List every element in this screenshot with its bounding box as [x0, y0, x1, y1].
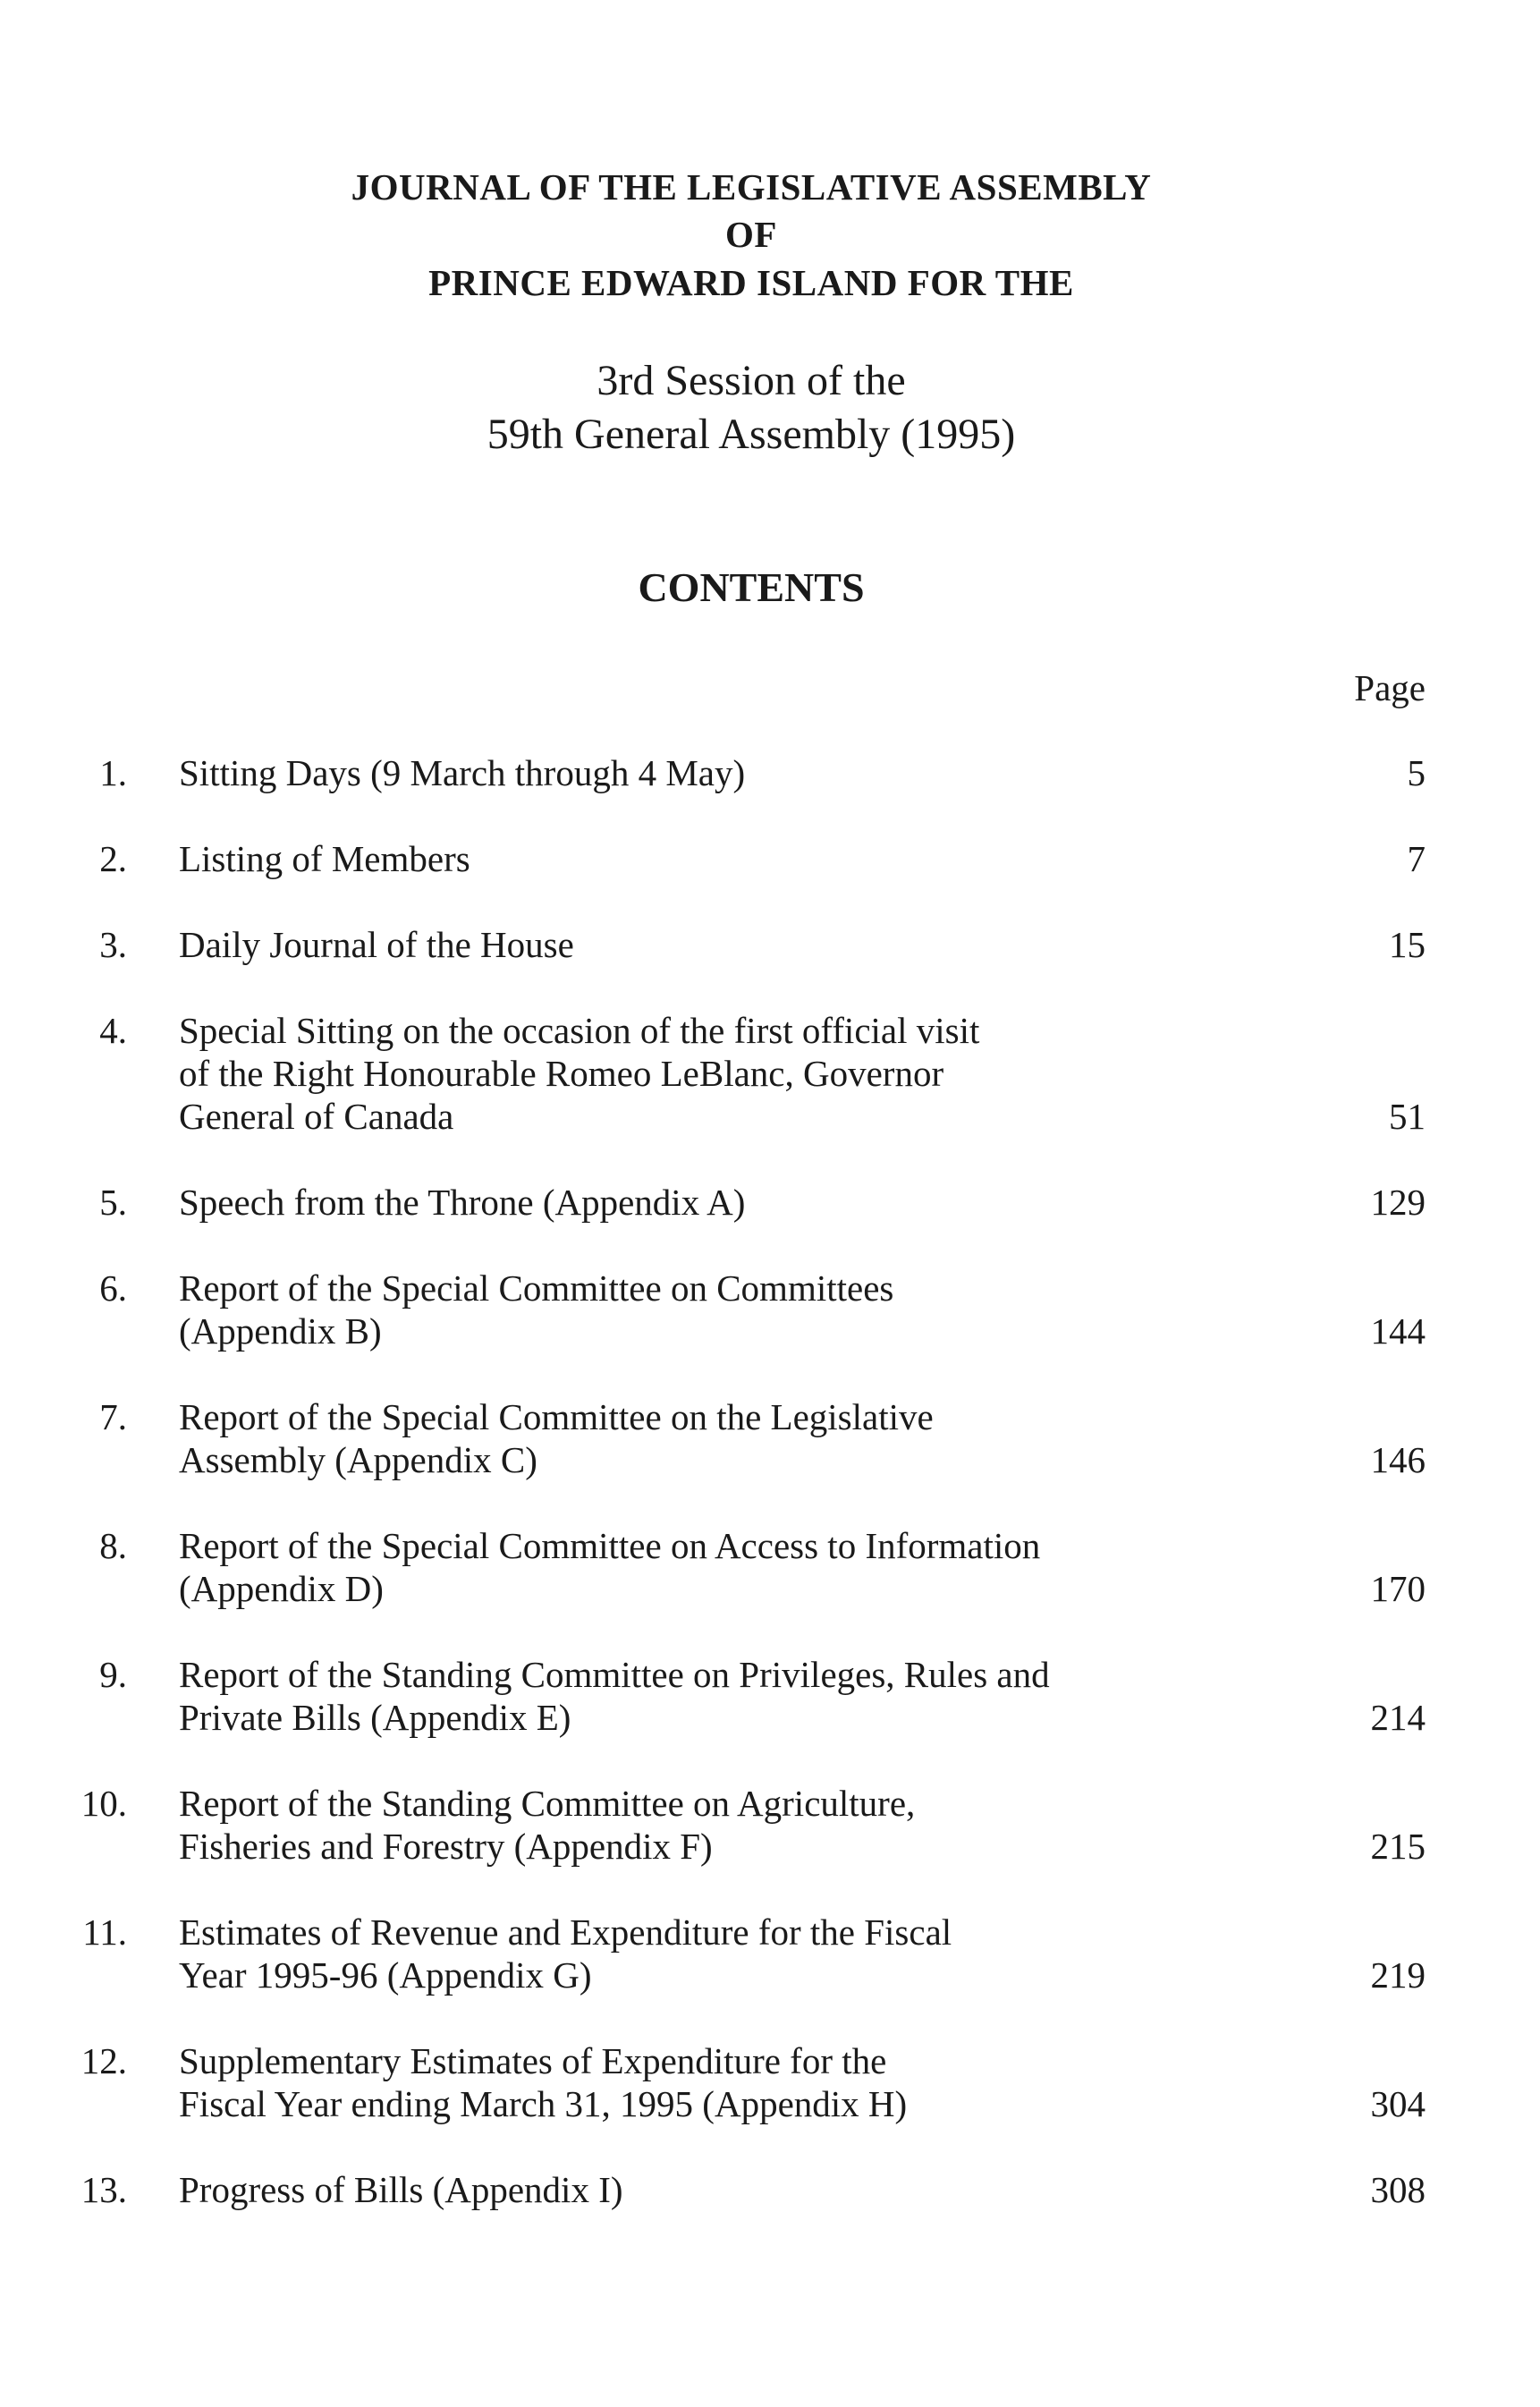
toc-entry-title-line: (Appendix D) — [179, 1568, 384, 1609]
toc-entry-title-line: Year 1995-96 (Appendix G) — [179, 1954, 592, 1996]
toc-entry-title — [179, 2168, 1207, 2211]
toc-entry-page: 146 — [1370, 1439, 1426, 1480]
toc-entry-title-line: Private Bills (Appendix E) — [179, 1697, 571, 1738]
toc-entry-page: 129 — [1370, 1182, 1426, 1223]
toc-entry-title-line: General of Canada — [179, 1096, 454, 1137]
toc-entry-page: 7 — [1407, 838, 1426, 879]
contents-heading: CONTENTS — [638, 564, 865, 610]
toc-entry-number: 9. — [99, 1654, 127, 1695]
toc-entry-page: 304 — [1370, 2083, 1426, 2124]
toc-entry-title-line: Supplementary Estimates of Expenditure for the — [179, 2040, 887, 2081]
session-line-2: 59th General Assembly (1995) — [487, 411, 1016, 458]
toc-entry-title-line: Speech from the Throne (Appendix A) — [179, 1182, 746, 1223]
toc-entry-title-line: Estimates of Revenue and Expenditure for the Fiscal — [179, 1911, 952, 1953]
toc-entry-title-line: (Appendix B) — [179, 1310, 382, 1352]
toc-entry-title — [179, 923, 1207, 966]
toc-entry-title-line: Report of the Standing Committee on Agriculture, — [179, 1783, 916, 1824]
toc-entry-title-line: Assembly (Appendix C) — [179, 1439, 537, 1480]
toc-entry-page: 51 — [1389, 1096, 1426, 1137]
toc-entry-number: 8. — [99, 1525, 127, 1566]
toc-entry-page: 144 — [1370, 1310, 1426, 1352]
page-column-label: Page — [1354, 667, 1426, 708]
toc-entry-number: 5. — [99, 1182, 127, 1223]
toc-entry-title — [179, 751, 1207, 794]
toc-entry-number: 3. — [99, 924, 127, 965]
toc-entry-number: 10. — [80, 1783, 127, 1824]
toc-entry-title-line: Report of the Special Committee on Access to Information — [179, 1525, 1041, 1566]
toc-entry-number: 12. — [80, 2040, 127, 2081]
toc-entry-title-line: of the Right Honourable Romeo LeBlanc, Governor — [179, 1053, 944, 1094]
session-line-1: 3rd Session of the — [597, 357, 906, 404]
toc-entry-title-line: Report of the Special Committee on the Legislative — [179, 1396, 934, 1437]
toc-entry-title — [179, 1524, 1207, 1610]
journal-title-line-3: PRINCE EDWARD ISLAND FOR THE — [428, 262, 1074, 303]
toc-entry-title — [179, 2039, 1207, 2125]
toc-entry-title — [179, 1181, 1207, 1224]
toc-entry-number: 2. — [99, 838, 127, 879]
toc-entry-title-line: Sitting Days (9 March through 4 May) — [179, 752, 746, 793]
toc-entry-title — [179, 1009, 1207, 1138]
toc-entry-title-line: Fisheries and Forestry (Appendix F) — [179, 1826, 713, 1867]
toc-entry-title-line: Report of the Special Committee on Committees — [179, 1267, 894, 1309]
toc-entry-title-line: Progress of Bills (Appendix I) — [179, 2169, 623, 2210]
toc-entry-title — [179, 1911, 1207, 1996]
toc-entry-title — [179, 1782, 1207, 1868]
toc-entry-page: 219 — [1370, 1954, 1426, 1996]
toc-entry-page: 170 — [1370, 1568, 1426, 1609]
toc-entry-number: 4. — [99, 1010, 127, 1051]
toc-entry-title-line: Report of the Standing Committee on Privileges, Rules and — [179, 1654, 1050, 1695]
toc-entry-title — [179, 1653, 1207, 1739]
toc-entry-page: 308 — [1370, 2169, 1426, 2210]
toc-entry-title-line: Special Sitting on the occasion of the first official visit — [179, 1010, 980, 1051]
toc-entry-title-line: Fiscal Year ending March 31, 1995 (Appendix H) — [179, 2083, 908, 2124]
journal-title-line-2: OF — [725, 214, 777, 255]
toc-entry-number: 6. — [99, 1267, 127, 1309]
toc-entry-page: 5 — [1407, 752, 1426, 793]
toc-entry-page: 215 — [1370, 1826, 1426, 1867]
toc-entry-page: 15 — [1389, 924, 1426, 965]
journal-title-line-1: JOURNAL OF THE LEGISLATIVE ASSEMBLY — [351, 166, 1152, 208]
toc-entry-number: 1. — [99, 752, 127, 793]
toc-entry-title — [179, 1395, 1207, 1481]
toc-entry-number: 13. — [80, 2169, 127, 2210]
toc-entry-number: 11. — [82, 1911, 127, 1953]
toc-entry-page: 214 — [1370, 1697, 1426, 1738]
toc-entry-title-line: Daily Journal of the House — [179, 924, 574, 965]
toc-entry-title-line: Listing of Members — [179, 838, 470, 879]
toc-entry-number: 7. — [99, 1396, 127, 1437]
toc-entry-title — [179, 1267, 1207, 1352]
toc-entry-title — [179, 837, 1207, 880]
